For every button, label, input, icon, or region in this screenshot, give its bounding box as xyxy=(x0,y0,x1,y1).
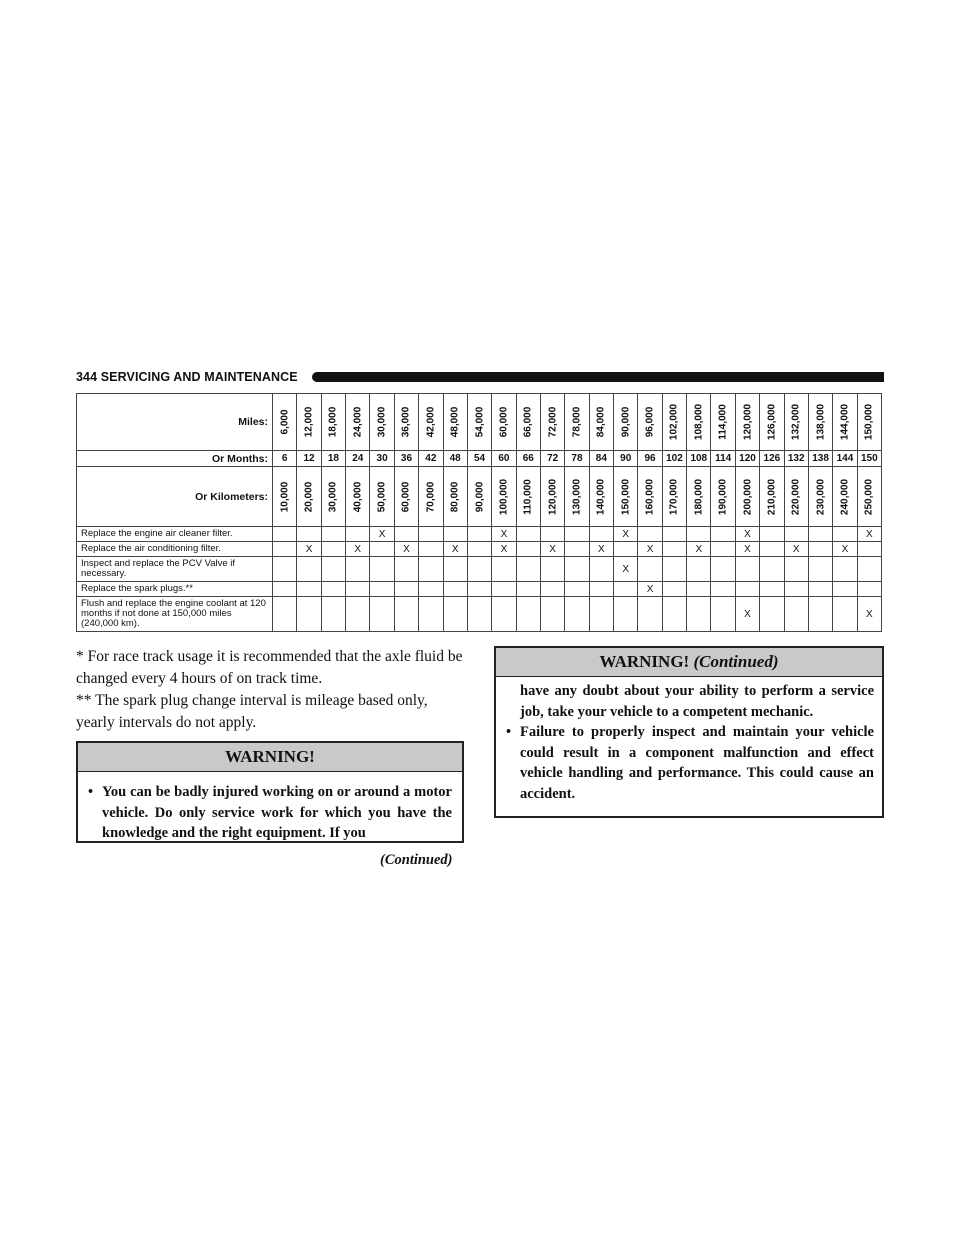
task-mark xyxy=(711,597,735,632)
kilometers-value: 120,000 xyxy=(547,478,559,515)
miles-value: 132,000 xyxy=(790,403,802,441)
task-mark xyxy=(394,597,418,632)
task-mark xyxy=(565,557,589,582)
task-mark xyxy=(662,582,686,597)
kilometers-value: 220,000 xyxy=(790,478,802,515)
miles-cell xyxy=(614,394,638,451)
warning-title-text: WARNING! xyxy=(599,652,690,671)
maintenance-schedule-table xyxy=(76,393,882,632)
task-mark: X xyxy=(614,557,638,582)
months-value: 66 xyxy=(516,451,540,467)
months-label: Or Months: xyxy=(77,451,273,467)
task-mark xyxy=(346,557,370,582)
kilometers-cell xyxy=(833,467,857,527)
months-value: 138 xyxy=(808,451,832,467)
task-mark xyxy=(784,527,808,542)
kilometers-value: 170,000 xyxy=(668,478,680,515)
months-value: 126 xyxy=(760,451,784,467)
months-value: 36 xyxy=(394,451,418,467)
task-mark: X xyxy=(735,597,759,632)
miles-value: 18,000 xyxy=(327,406,339,438)
months-value: 30 xyxy=(370,451,394,467)
task-mark xyxy=(614,582,638,597)
kilometers-cell xyxy=(370,467,394,527)
header-rule xyxy=(312,372,884,382)
task-mark: X xyxy=(638,542,662,557)
warning-title-suffix: (Continued) xyxy=(693,652,779,671)
task-mark xyxy=(370,557,394,582)
miles-value: 84,000 xyxy=(595,406,607,438)
task-mark xyxy=(857,582,881,597)
warning-continuation-text: have any doubt about your ability to perform a service job, take your vehicle to a competent mechanic. xyxy=(520,683,874,720)
task-mark xyxy=(784,582,808,597)
miles-value: 54,000 xyxy=(474,406,486,438)
task-mark xyxy=(638,527,662,542)
warning-continued-box xyxy=(494,646,884,818)
miles-cell xyxy=(297,394,321,451)
task-mark xyxy=(419,542,443,557)
kilometers-cell xyxy=(346,467,370,527)
task-mark: X xyxy=(833,542,857,557)
kilometers-value: 50,000 xyxy=(376,481,388,512)
kilometers-value: 110,000 xyxy=(522,478,534,515)
kilometers-value: 250,000 xyxy=(863,478,875,515)
task-row xyxy=(77,527,882,542)
task-mark xyxy=(297,527,321,542)
kilometers-cell xyxy=(638,467,662,527)
kilometers-cell xyxy=(711,467,735,527)
task-mark xyxy=(346,527,370,542)
task-mark xyxy=(419,527,443,542)
miles-cell xyxy=(394,394,418,451)
months-value: 108 xyxy=(687,451,711,467)
months-value: 60 xyxy=(492,451,516,467)
task-mark xyxy=(419,582,443,597)
kilometers-cell xyxy=(492,467,516,527)
warning-bullet xyxy=(496,722,874,804)
task-mark: X xyxy=(735,527,759,542)
months-value: 18 xyxy=(321,451,345,467)
task-mark xyxy=(297,582,321,597)
task-mark xyxy=(735,557,759,582)
miles-cell xyxy=(808,394,832,451)
task-mark: X xyxy=(370,527,394,542)
miles-value: 108,000 xyxy=(693,403,705,441)
task-mark xyxy=(273,542,297,557)
months-value: 72 xyxy=(540,451,564,467)
miles-value: 42,000 xyxy=(425,406,437,438)
miles-value: 72,000 xyxy=(547,406,559,438)
kilometers-value: 150,000 xyxy=(620,478,632,515)
task-mark xyxy=(808,597,832,632)
task-mark xyxy=(540,557,564,582)
months-value: 102 xyxy=(662,451,686,467)
miles-value: 48,000 xyxy=(449,406,461,438)
miles-cell xyxy=(443,394,467,451)
months-value: 6 xyxy=(273,451,297,467)
task-mark xyxy=(443,597,467,632)
task-mark xyxy=(662,597,686,632)
task-mark xyxy=(540,597,564,632)
miles-cell xyxy=(419,394,443,451)
months-value: 120 xyxy=(735,451,759,467)
miles-value: 66,000 xyxy=(522,406,534,438)
warning-continued-title xyxy=(496,648,882,677)
task-mark: X xyxy=(297,542,321,557)
miles-value: 114,000 xyxy=(717,404,729,440)
task-mark xyxy=(565,597,589,632)
task-mark: X xyxy=(857,597,881,632)
page-header xyxy=(76,368,884,388)
kilometers-cell xyxy=(273,467,297,527)
kilometers-value: 130,000 xyxy=(571,478,583,515)
task-mark: X xyxy=(687,542,711,557)
task-mark xyxy=(565,527,589,542)
task-mark: X xyxy=(589,542,613,557)
kilometers-row xyxy=(77,467,882,527)
task-mark xyxy=(346,597,370,632)
kilometers-cell xyxy=(808,467,832,527)
task-mark xyxy=(638,597,662,632)
task-mark xyxy=(711,542,735,557)
task-mark xyxy=(662,542,686,557)
task-mark xyxy=(589,557,613,582)
task-mark: X xyxy=(492,542,516,557)
months-value: 132 xyxy=(784,451,808,467)
kilometers-cell xyxy=(565,467,589,527)
task-mark: X xyxy=(638,582,662,597)
months-value: 114 xyxy=(711,451,735,467)
kilometers-cell xyxy=(614,467,638,527)
task-mark xyxy=(321,527,345,542)
miles-value: 6,000 xyxy=(279,409,291,435)
miles-value: 78,000 xyxy=(571,406,583,438)
task-mark xyxy=(370,582,394,597)
miles-value: 12,000 xyxy=(303,406,315,438)
task-row xyxy=(77,542,882,557)
task-mark xyxy=(784,597,808,632)
task-mark xyxy=(760,582,784,597)
task-mark xyxy=(321,582,345,597)
task-mark xyxy=(784,557,808,582)
miles-value: 24,000 xyxy=(352,406,364,438)
kilometers-value: 230,000 xyxy=(815,478,827,515)
kilometers-value: 240,000 xyxy=(839,478,851,515)
task-label: Flush and replace the engine coolant at 120 months if not done at 150,000 miles (240,000 km). xyxy=(77,597,273,632)
task-row xyxy=(77,582,882,597)
kilometers-value: 190,000 xyxy=(717,478,729,515)
task-mark xyxy=(492,597,516,632)
kilometers-value: 210,000 xyxy=(766,478,778,515)
bullet-icon: • xyxy=(506,724,512,740)
task-mark xyxy=(516,557,540,582)
task-mark xyxy=(467,582,491,597)
warning-bullet-text: Failure to properly inspect and maintain your vehicle could result in a component malfunction and effect vehicle handling and performance. This could cause an accident. xyxy=(520,724,874,802)
task-mark xyxy=(443,557,467,582)
miles-cell xyxy=(492,394,516,451)
miles-cell xyxy=(857,394,881,451)
task-mark xyxy=(833,597,857,632)
task-mark xyxy=(443,582,467,597)
task-mark xyxy=(711,527,735,542)
task-mark xyxy=(394,582,418,597)
task-mark xyxy=(833,557,857,582)
task-mark xyxy=(467,527,491,542)
months-value: 54 xyxy=(467,451,491,467)
miles-cell xyxy=(638,394,662,451)
task-mark xyxy=(297,557,321,582)
kilometers-value: 40,000 xyxy=(352,481,364,512)
months-value: 48 xyxy=(443,451,467,467)
task-mark xyxy=(467,557,491,582)
task-mark xyxy=(321,542,345,557)
task-mark xyxy=(760,527,784,542)
task-mark xyxy=(760,542,784,557)
months-value: 90 xyxy=(614,451,638,467)
task-mark xyxy=(370,542,394,557)
task-mark xyxy=(687,582,711,597)
task-mark xyxy=(808,542,832,557)
task-mark: X xyxy=(492,527,516,542)
months-value: 144 xyxy=(833,451,857,467)
kilometers-value: 140,000 xyxy=(595,478,607,515)
task-mark xyxy=(394,557,418,582)
task-mark xyxy=(273,582,297,597)
kilometers-cell xyxy=(857,467,881,527)
section-title: SERVICING AND MAINTENANCE xyxy=(100,370,298,384)
task-mark xyxy=(614,597,638,632)
task-mark xyxy=(516,582,540,597)
miles-value: 144,000 xyxy=(839,403,851,441)
task-mark xyxy=(419,557,443,582)
kilometers-value: 160,000 xyxy=(644,478,656,515)
task-mark xyxy=(467,542,491,557)
miles-cell xyxy=(321,394,345,451)
task-mark: X xyxy=(346,542,370,557)
warning-bullet xyxy=(78,782,452,844)
bullet-icon: • xyxy=(88,784,94,800)
task-mark xyxy=(711,557,735,582)
task-mark xyxy=(857,557,881,582)
task-mark xyxy=(662,527,686,542)
miles-cell xyxy=(370,394,394,451)
miles-value: 60,000 xyxy=(498,406,510,438)
task-mark xyxy=(297,597,321,632)
miles-cell xyxy=(467,394,491,451)
task-mark xyxy=(273,527,297,542)
kilometers-value: 60,000 xyxy=(400,481,412,512)
task-mark xyxy=(321,597,345,632)
task-mark xyxy=(419,597,443,632)
kilometers-cell xyxy=(589,467,613,527)
task-mark xyxy=(687,557,711,582)
kilometers-cell xyxy=(784,467,808,527)
task-mark xyxy=(467,597,491,632)
task-mark xyxy=(589,527,613,542)
miles-label: Miles: xyxy=(77,394,273,451)
task-mark xyxy=(492,582,516,597)
miles-cell xyxy=(540,394,564,451)
miles-value: 30,000 xyxy=(376,406,388,438)
task-mark xyxy=(687,527,711,542)
kilometers-cell xyxy=(394,467,418,527)
task-mark xyxy=(808,557,832,582)
kilometers-value: 30,000 xyxy=(327,481,339,512)
kilometers-value: 100,000 xyxy=(498,478,510,515)
race-track-note: * For race track usage it is recommended that the axle fluid be changed every 4 hours of on track time. xyxy=(76,648,463,687)
task-mark xyxy=(492,557,516,582)
months-value: 12 xyxy=(297,451,321,467)
task-mark xyxy=(516,527,540,542)
kilometers-value: 180,000 xyxy=(693,478,705,515)
miles-row xyxy=(77,394,882,451)
task-mark xyxy=(370,597,394,632)
miles-cell xyxy=(565,394,589,451)
task-label: Inspect and replace the PCV Valve if necessary. xyxy=(77,557,273,582)
task-row xyxy=(77,597,882,632)
spark-plug-note: ** The spark plug change interval is mileage based only, yearly intervals do not apply. xyxy=(76,692,428,731)
kilometers-value: 70,000 xyxy=(425,481,437,512)
miles-value: 36,000 xyxy=(400,406,412,438)
task-mark: X xyxy=(857,527,881,542)
miles-value: 120,000 xyxy=(742,403,753,441)
task-mark xyxy=(565,582,589,597)
months-value: 96 xyxy=(638,451,662,467)
miles-value: 126,000 xyxy=(766,403,778,441)
task-mark xyxy=(589,582,613,597)
miles-value: 138,000 xyxy=(815,403,827,441)
task-mark xyxy=(394,527,418,542)
kilometers-cell xyxy=(540,467,564,527)
miles-cell xyxy=(589,394,613,451)
warning-continuation xyxy=(496,681,874,722)
miles-cell xyxy=(273,394,297,451)
months-row xyxy=(77,451,882,467)
miles-cell xyxy=(687,394,711,451)
task-mark: X xyxy=(735,542,759,557)
warning-title: WARNING! xyxy=(78,743,462,772)
kilometers-value: 200,000 xyxy=(742,478,753,515)
kilometers-cell xyxy=(467,467,491,527)
task-mark xyxy=(540,527,564,542)
task-mark xyxy=(589,597,613,632)
kilometers-value: 20,000 xyxy=(303,481,315,512)
kilometers-cell xyxy=(297,467,321,527)
page-number: 344 xyxy=(76,370,98,384)
task-label: Replace the spark plugs.** xyxy=(77,582,273,597)
months-value: 150 xyxy=(857,451,881,467)
kilometers-value: 10,000 xyxy=(279,481,291,512)
miles-value: 90,000 xyxy=(620,406,632,438)
kilometers-cell xyxy=(760,467,784,527)
months-value: 24 xyxy=(346,451,370,467)
task-mark xyxy=(711,582,735,597)
task-mark: X xyxy=(443,542,467,557)
kilometers-cell xyxy=(735,467,759,527)
miles-cell xyxy=(760,394,784,451)
task-mark xyxy=(808,582,832,597)
task-mark xyxy=(565,542,589,557)
task-mark: X xyxy=(614,527,638,542)
kilometers-value: 90,000 xyxy=(474,481,486,512)
task-mark xyxy=(662,557,686,582)
task-mark xyxy=(760,597,784,632)
miles-cell xyxy=(662,394,686,451)
task-mark: X xyxy=(784,542,808,557)
warning-box xyxy=(76,741,464,843)
task-mark xyxy=(273,557,297,582)
kilometers-cell xyxy=(516,467,540,527)
kilometers-label: Or Kilometers: xyxy=(77,467,273,527)
task-mark xyxy=(808,527,832,542)
months-value: 84 xyxy=(589,451,613,467)
task-mark xyxy=(321,557,345,582)
kilometers-cell xyxy=(443,467,467,527)
miles-cell xyxy=(784,394,808,451)
task-label: Replace the air conditioning filter. xyxy=(77,542,273,557)
continued-label: (Continued) xyxy=(380,852,453,868)
task-mark xyxy=(735,582,759,597)
task-mark: X xyxy=(394,542,418,557)
task-mark: X xyxy=(540,542,564,557)
task-mark xyxy=(857,542,881,557)
task-mark xyxy=(638,557,662,582)
months-value: 42 xyxy=(419,451,443,467)
warning-bullet-text: You can be badly injured working on or around a motor vehicle. Do only service work for which you have the knowledge and the right equipment. If you xyxy=(102,784,452,841)
task-mark xyxy=(516,542,540,557)
miles-value: 102,000 xyxy=(668,403,680,441)
miles-value: 150,000 xyxy=(863,403,875,441)
miles-cell xyxy=(711,394,735,451)
task-mark xyxy=(614,542,638,557)
task-mark xyxy=(833,582,857,597)
task-row xyxy=(77,557,882,582)
task-mark xyxy=(540,582,564,597)
kilometers-cell xyxy=(687,467,711,527)
kilometers-cell xyxy=(662,467,686,527)
miles-cell xyxy=(516,394,540,451)
task-mark xyxy=(273,597,297,632)
months-value: 78 xyxy=(565,451,589,467)
task-mark xyxy=(346,582,370,597)
kilometers-cell xyxy=(419,467,443,527)
task-mark xyxy=(516,597,540,632)
task-mark xyxy=(443,527,467,542)
miles-cell xyxy=(735,394,759,451)
page-header-title xyxy=(76,370,298,384)
miles-value: 96,000 xyxy=(644,406,656,438)
task-mark xyxy=(833,527,857,542)
miles-cell xyxy=(833,394,857,451)
kilometers-cell xyxy=(321,467,345,527)
task-mark xyxy=(687,597,711,632)
miles-cell xyxy=(346,394,370,451)
task-mark xyxy=(760,557,784,582)
task-label: Replace the engine air cleaner filter. xyxy=(77,527,273,542)
kilometers-value: 80,000 xyxy=(449,481,461,512)
